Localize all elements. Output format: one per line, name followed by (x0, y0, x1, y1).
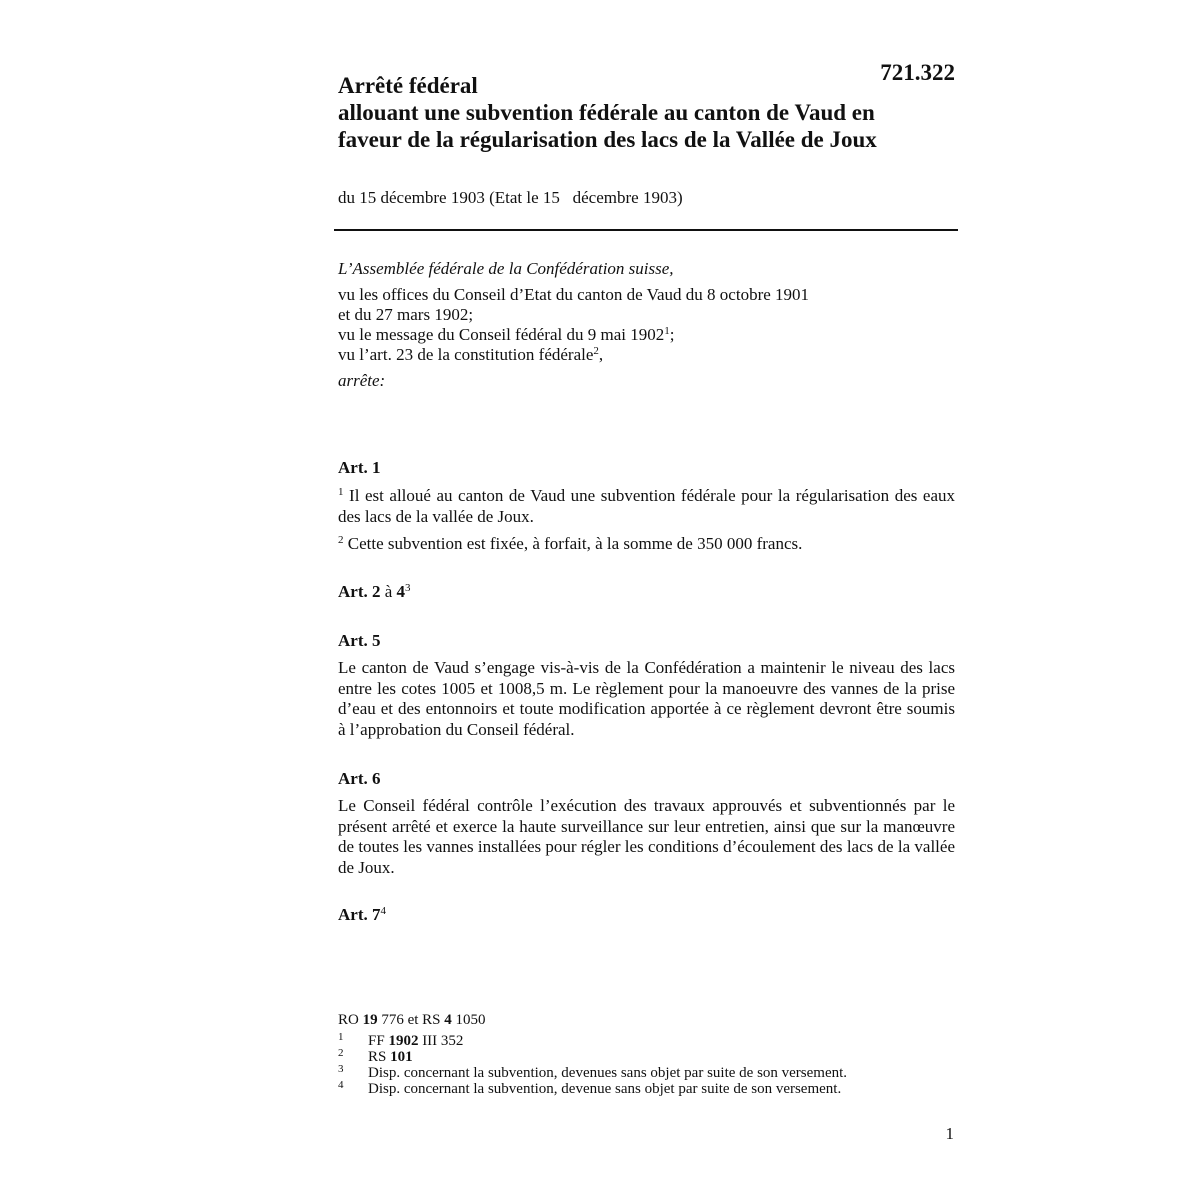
footnote-4 (338, 1081, 958, 1097)
footnote-1 (338, 1033, 958, 1049)
preamble-line (338, 325, 958, 345)
footnote-number: 4 (338, 1079, 344, 1091)
paragraph-text: Cette subvention est fixée, à forfait, à la somme de 350 000 francs. (343, 534, 803, 553)
preamble-arrete: arrête: (338, 371, 386, 390)
footnote-text-part: FF (368, 1033, 389, 1049)
article-1-title: Art. 1 (338, 458, 381, 477)
footnote-text-bold: 101 (390, 1049, 413, 1065)
footnote-ref-1[interactable]: 1 (664, 325, 670, 337)
paragraph-number: 2 (338, 534, 344, 546)
article-1-paragraph-1 (338, 486, 955, 527)
footnote-number: 3 (338, 1063, 344, 1075)
preamble-punct: , (598, 345, 604, 364)
preamble-line: et du 27 mars 1902; (338, 305, 474, 324)
article-7-title (338, 904, 386, 926)
source-volume: 4 (444, 1012, 452, 1028)
source-volume: 19 (362, 1012, 378, 1028)
preamble (338, 259, 958, 391)
footnote-ref-3[interactable]: 3 (405, 582, 411, 594)
article-5-title: Art. 5 (338, 631, 381, 650)
preamble-line (338, 345, 958, 365)
source-text: 776 et RS (377, 1012, 445, 1028)
footnotes (338, 1011, 958, 1097)
article-6-title: Art. 6 (338, 769, 381, 788)
footnote-text: Disp. concernant la subvention, devenues sans objet par suite de son versement. (368, 1065, 848, 1081)
footnote-number: 1 (338, 1031, 344, 1043)
title-line-3: faveur de la régularisation des lacs de la Vallée de Joux (338, 127, 877, 152)
article-title-end: 4 (396, 582, 406, 601)
source-text: 1050 (451, 1012, 486, 1028)
paragraph-number: 1 (338, 486, 344, 498)
title-line-2: allouant une subvention fédérale au canton de Vaud en (338, 100, 875, 125)
footnote-text: Disp. concernant la subvention, devenue sans objet par suite de son versement. (368, 1081, 842, 1097)
footnote-number: 2 (338, 1047, 344, 1059)
article-2-4-title (338, 581, 411, 603)
source-text: RO (338, 1012, 363, 1028)
footnote-text (368, 1033, 463, 1049)
article-title-text: Art. 7 (338, 905, 381, 924)
preamble-line: vu les offices du Conseil d’Etat du canton de Vaud du 8 octobre 1901 (338, 285, 810, 304)
header-divider (334, 229, 958, 231)
preamble-text: vu le message du Conseil fédéral du 9 mai 1902 (338, 325, 665, 344)
sr-number: 721.322 (880, 60, 955, 85)
footnote-text-part: RS (368, 1049, 391, 1065)
preamble-intro: L’Assemblée fédérale de la Confédération suisse, (338, 259, 674, 278)
document-title (338, 72, 958, 153)
footnote-ref-4[interactable]: 4 (380, 905, 386, 917)
preamble-punct: ; (669, 325, 675, 344)
title-line-1: Arrêté fédéral (338, 73, 478, 98)
article-title-start: Art. 2 (338, 582, 381, 601)
page-number: 1 (945, 1124, 954, 1143)
footnote-text (368, 1049, 413, 1065)
paragraph-text: Il est alloué au canton de Vaud une subvention fédérale pour la régularisation des eaux des lacs de la vallée de Joux. (338, 486, 955, 526)
article-6-text: Le Conseil fédéral contrôle l’exécution des travaux approuvés et subventionnés par le présent arrêté et exerce la haute surveillance sur leur entretien, ainsi que sur la manœuvre de toutes les vannes installées pour régler les conditions d’écoulement des lacs de la vallée de Joux. (338, 796, 955, 877)
footnote-text-bold: 1902 (388, 1033, 419, 1049)
article-1-paragraph-2 (338, 534, 955, 555)
footnote-3 (338, 1065, 958, 1081)
footnote-ref-2[interactable]: 2 (593, 345, 599, 357)
date-line: du 15 décembre 1903 (Etat le 15 décembre 1903) (338, 188, 683, 207)
article-5-text: Le canton de Vaud s’engage vis-à-vis de la Confédération a maintenir le niveau des lacs entre les cotes 1005 et 1008,5 m. Le règlement pour la manoeuvre des vannes de la prise d’eau et des entonnoirs et toute modification apportée à ce règlement devront être soumis à l’approbation du Conseil fédéral. (338, 658, 955, 739)
article-title-mid: à (380, 582, 397, 601)
footnote-source (338, 1011, 958, 1030)
preamble-text: vu l’art. 23 de la constitution fédérale (338, 345, 594, 364)
footnote-2 (338, 1049, 958, 1065)
footnote-text-part: III 352 (418, 1033, 464, 1049)
